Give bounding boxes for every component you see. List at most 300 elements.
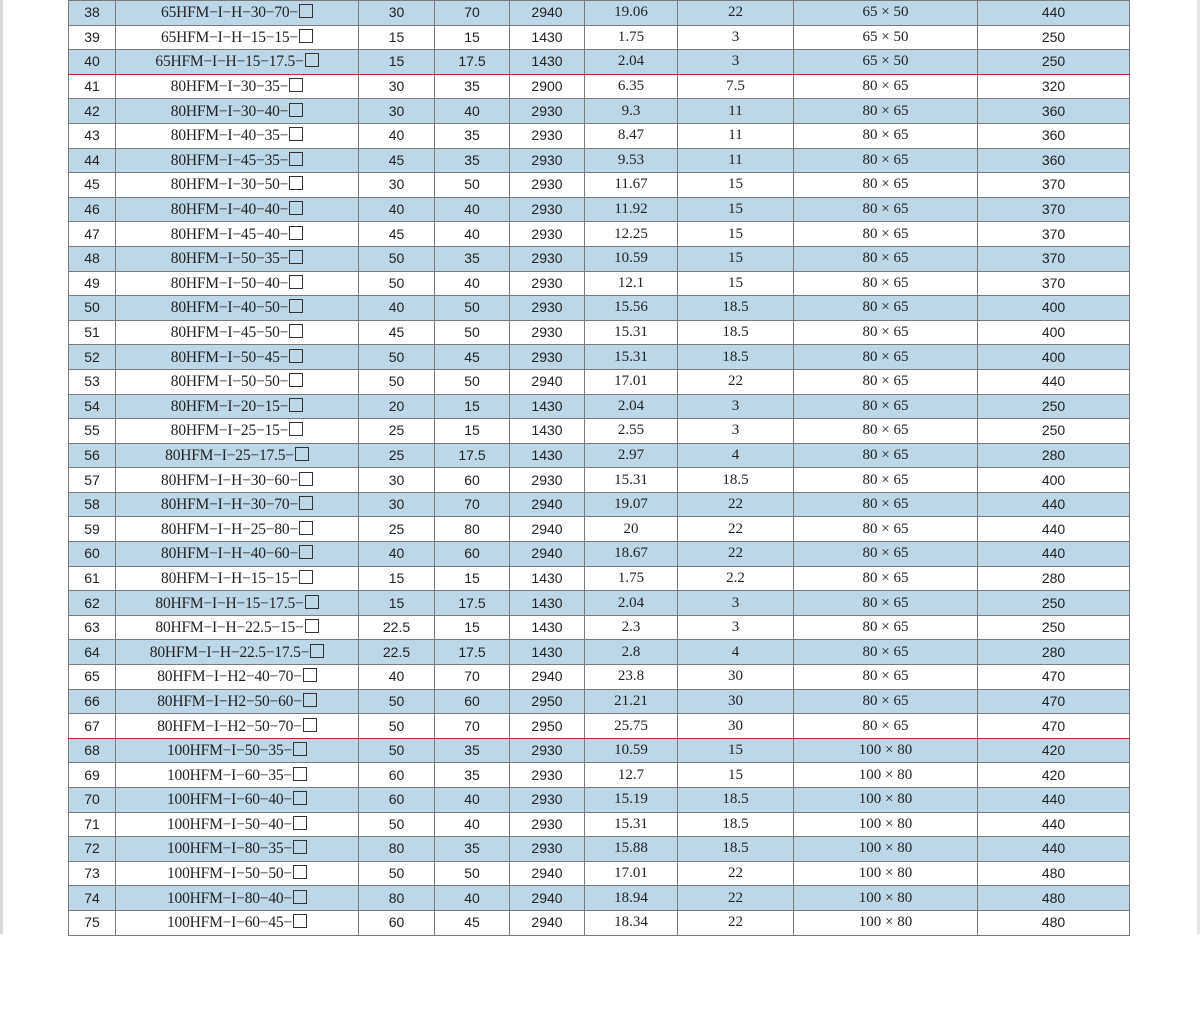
cell-head: 70 — [435, 665, 510, 690]
blank-box-icon — [289, 250, 303, 264]
cell-caliber: 80 × 65 — [794, 689, 978, 714]
cell-flow: 60 — [359, 788, 435, 813]
cell-flow: 25 — [359, 419, 435, 444]
table-row — [69, 320, 1130, 345]
model-code: 100HFM−I−60−35− — [167, 766, 292, 784]
cell-motor-power: 3 — [678, 591, 794, 616]
table-row — [69, 665, 1130, 690]
cell-flow: 30 — [359, 1, 435, 26]
cell-motor-power: 2.2 — [678, 566, 794, 591]
cell-motor-power: 15 — [678, 763, 794, 788]
cell-head: 60 — [435, 542, 510, 567]
cell-model — [116, 148, 359, 173]
cell-head: 15 — [435, 394, 510, 419]
cell-caliber: 80 × 65 — [794, 591, 978, 616]
model-code: 80HFM−I−30−40− — [170, 102, 289, 120]
cell-shaft-power: 15.31 — [585, 320, 678, 345]
cell-motor-power: 15 — [678, 246, 794, 271]
cell-head: 40 — [435, 271, 510, 296]
cell-caliber: 65 × 50 — [794, 50, 978, 75]
cell-weight: 440 — [978, 542, 1130, 567]
cell-weight: 250 — [978, 615, 1130, 640]
cell-model — [116, 910, 359, 935]
table-row — [69, 615, 1130, 640]
cell-shaft-power: 9.3 — [585, 99, 678, 124]
model-code: 80HFM−I−40−40− — [170, 201, 289, 219]
cell-no: 45 — [69, 173, 116, 198]
cell-caliber: 80 × 65 — [794, 492, 978, 517]
blank-box-icon — [289, 103, 303, 117]
model-code: 80HFM−I−25−15− — [170, 422, 289, 440]
cell-model — [116, 173, 359, 198]
cell-flow: 30 — [359, 99, 435, 124]
cell-speed: 2940 — [510, 492, 585, 517]
cell-no: 38 — [69, 1, 116, 26]
cell-head: 15 — [435, 419, 510, 444]
cell-weight: 250 — [978, 394, 1130, 419]
model-code: 80HFM−I−40−50− — [170, 299, 289, 317]
blank-box-icon — [289, 176, 303, 190]
cell-model — [116, 1, 359, 26]
cell-speed: 2930 — [510, 837, 585, 862]
cell-motor-power: 3 — [678, 419, 794, 444]
table-row — [69, 910, 1130, 935]
table-row — [69, 25, 1130, 50]
cell-no: 49 — [69, 271, 116, 296]
cell-flow: 20 — [359, 394, 435, 419]
blank-box-icon — [289, 201, 303, 215]
cell-speed: 1430 — [510, 50, 585, 75]
cell-shaft-power: 25.75 — [585, 714, 678, 739]
blank-box-icon — [305, 619, 319, 633]
cell-head: 15 — [435, 615, 510, 640]
model-code: 65HFM−I−H−30−70− — [161, 4, 298, 22]
model-code: 100HFM−I−50−40− — [167, 815, 292, 833]
cell-flow: 60 — [359, 763, 435, 788]
cell-shaft-power: 6.35 — [585, 74, 678, 99]
blank-box-icon — [305, 53, 319, 67]
page-left-edge — [0, 0, 3, 934]
cell-motor-power: 18.5 — [678, 320, 794, 345]
cell-shaft-power: 11.92 — [585, 197, 678, 222]
cell-flow: 40 — [359, 296, 435, 321]
cell-shaft-power: 12.7 — [585, 763, 678, 788]
cell-weight: 280 — [978, 566, 1130, 591]
model-code: 80HFM−I−20−15− — [170, 397, 289, 415]
blank-box-icon — [289, 422, 303, 436]
cell-flow: 30 — [359, 468, 435, 493]
table-row — [69, 148, 1130, 173]
cell-caliber: 80 × 65 — [794, 148, 978, 173]
cell-shaft-power: 19.07 — [585, 492, 678, 517]
cell-model — [116, 369, 359, 394]
cell-no: 70 — [69, 788, 116, 813]
cell-shaft-power: 15.31 — [585, 812, 678, 837]
blank-box-icon — [299, 29, 313, 43]
cell-head: 50 — [435, 173, 510, 198]
blank-box-icon — [289, 78, 303, 92]
table-row — [69, 738, 1130, 763]
model-code: 100HFM−I−60−45− — [167, 914, 292, 932]
cell-flow: 15 — [359, 566, 435, 591]
table-row — [69, 222, 1130, 247]
cell-speed: 2930 — [510, 123, 585, 148]
model-code: 80HFM−I−50−40− — [170, 274, 289, 292]
cell-head: 15 — [435, 566, 510, 591]
cell-motor-power: 7.5 — [678, 74, 794, 99]
cell-no: 55 — [69, 419, 116, 444]
cell-motor-power: 18.5 — [678, 468, 794, 493]
cell-flow: 50 — [359, 689, 435, 714]
cell-shaft-power: 2.97 — [585, 443, 678, 468]
model-code: 65HFM−I−H−15−15− — [161, 28, 298, 46]
cell-weight: 440 — [978, 837, 1130, 862]
cell-no: 68 — [69, 738, 116, 763]
cell-model — [116, 738, 359, 763]
cell-flow: 22.5 — [359, 615, 435, 640]
table-row — [69, 173, 1130, 198]
cell-head: 70 — [435, 1, 510, 26]
cell-shaft-power: 1.75 — [585, 566, 678, 591]
blank-box-icon — [303, 718, 317, 732]
cell-weight: 440 — [978, 788, 1130, 813]
cell-model — [116, 492, 359, 517]
cell-no: 43 — [69, 123, 116, 148]
cell-motor-power: 4 — [678, 640, 794, 665]
cell-flow: 45 — [359, 148, 435, 173]
cell-motor-power: 22 — [678, 492, 794, 517]
cell-shaft-power: 9.53 — [585, 148, 678, 173]
cell-motor-power: 15 — [678, 197, 794, 222]
cell-model — [116, 714, 359, 739]
cell-speed: 1430 — [510, 566, 585, 591]
model-code: 100HFM−I−50−50− — [167, 865, 292, 883]
cell-caliber: 100 × 80 — [794, 910, 978, 935]
cell-model — [116, 197, 359, 222]
blank-box-icon — [299, 521, 313, 535]
table-row — [69, 788, 1130, 813]
cell-shaft-power: 2.04 — [585, 394, 678, 419]
cell-flow: 30 — [359, 173, 435, 198]
model-code: 80HFM−I−H−25−80− — [161, 520, 298, 538]
cell-model — [116, 222, 359, 247]
cell-weight: 480 — [978, 886, 1130, 911]
cell-no: 67 — [69, 714, 116, 739]
table-row — [69, 419, 1130, 444]
cell-caliber: 100 × 80 — [794, 788, 978, 813]
table-row — [69, 74, 1130, 99]
cell-shaft-power: 18.67 — [585, 542, 678, 567]
table-row — [69, 886, 1130, 911]
cell-motor-power: 15 — [678, 738, 794, 763]
cell-no: 44 — [69, 148, 116, 173]
cell-motor-power: 30 — [678, 665, 794, 690]
cell-motor-power: 4 — [678, 443, 794, 468]
cell-shaft-power: 18.34 — [585, 910, 678, 935]
cell-speed: 2930 — [510, 296, 585, 321]
cell-flow: 40 — [359, 197, 435, 222]
model-code: 80HFM−I−H2−50−60− — [157, 692, 302, 710]
cell-weight: 280 — [978, 443, 1130, 468]
cell-motor-power: 11 — [678, 123, 794, 148]
cell-head: 50 — [435, 369, 510, 394]
cell-model — [116, 566, 359, 591]
cell-model — [116, 25, 359, 50]
model-code: 80HFM−I−H−22.5−15− — [155, 619, 304, 637]
table-row — [69, 763, 1130, 788]
cell-head: 40 — [435, 197, 510, 222]
cell-caliber: 80 × 65 — [794, 714, 978, 739]
cell-caliber: 80 × 65 — [794, 640, 978, 665]
cell-motor-power: 11 — [678, 99, 794, 124]
cell-no: 52 — [69, 345, 116, 370]
cell-model — [116, 788, 359, 813]
cell-motor-power: 22 — [678, 369, 794, 394]
blank-box-icon — [299, 4, 313, 18]
cell-caliber: 80 × 65 — [794, 566, 978, 591]
cell-head: 80 — [435, 517, 510, 542]
cell-no: 41 — [69, 74, 116, 99]
cell-no: 60 — [69, 542, 116, 567]
cell-speed: 2930 — [510, 738, 585, 763]
cell-model — [116, 542, 359, 567]
cell-shaft-power: 12.1 — [585, 271, 678, 296]
cell-speed: 1430 — [510, 394, 585, 419]
cell-flow: 30 — [359, 74, 435, 99]
cell-head: 40 — [435, 886, 510, 911]
cell-no: 61 — [69, 566, 116, 591]
blank-box-icon — [293, 767, 307, 781]
cell-flow: 22.5 — [359, 640, 435, 665]
cell-shaft-power: 17.01 — [585, 369, 678, 394]
blank-box-icon — [289, 226, 303, 240]
blank-box-icon — [293, 890, 307, 904]
cell-caliber: 80 × 65 — [794, 665, 978, 690]
cell-weight: 360 — [978, 99, 1130, 124]
table-row — [69, 50, 1130, 75]
cell-flow: 50 — [359, 345, 435, 370]
blank-box-icon — [293, 742, 307, 756]
cell-head: 70 — [435, 714, 510, 739]
cell-motor-power: 18.5 — [678, 345, 794, 370]
blank-box-icon — [289, 127, 303, 141]
table-row — [69, 492, 1130, 517]
cell-flow: 50 — [359, 714, 435, 739]
blank-box-icon — [305, 595, 319, 609]
cell-speed: 2940 — [510, 542, 585, 567]
model-code: 80HFM−I−40−35− — [170, 127, 289, 145]
cell-head: 35 — [435, 763, 510, 788]
cell-flow: 40 — [359, 665, 435, 690]
model-code: 80HFM−I−50−45− — [170, 348, 289, 366]
cell-weight: 250 — [978, 25, 1130, 50]
blank-box-icon — [303, 693, 317, 707]
cell-weight: 480 — [978, 861, 1130, 886]
model-code: 80HFM−I−H−15−15− — [161, 569, 298, 587]
table-row — [69, 394, 1130, 419]
cell-weight: 420 — [978, 763, 1130, 788]
cell-speed: 2950 — [510, 714, 585, 739]
cell-weight: 370 — [978, 246, 1130, 271]
cell-weight: 470 — [978, 714, 1130, 739]
cell-motor-power: 18.5 — [678, 788, 794, 813]
cell-model — [116, 443, 359, 468]
cell-no: 72 — [69, 837, 116, 862]
table-row — [69, 246, 1130, 271]
cell-motor-power: 3 — [678, 394, 794, 419]
blank-box-icon — [293, 840, 307, 854]
table-row — [69, 640, 1130, 665]
cell-shaft-power: 2.04 — [585, 591, 678, 616]
cell-weight: 370 — [978, 222, 1130, 247]
model-code: 80HFM−I−45−40− — [170, 225, 289, 243]
cell-caliber: 80 × 65 — [794, 173, 978, 198]
cell-flow: 15 — [359, 50, 435, 75]
cell-speed: 2930 — [510, 788, 585, 813]
cell-weight: 400 — [978, 345, 1130, 370]
cell-motor-power: 18.5 — [678, 296, 794, 321]
cell-speed: 1430 — [510, 419, 585, 444]
cell-head: 17.5 — [435, 591, 510, 616]
cell-caliber: 100 × 80 — [794, 812, 978, 837]
cell-caliber: 80 × 65 — [794, 542, 978, 567]
cell-head: 35 — [435, 123, 510, 148]
table-row — [69, 591, 1130, 616]
cell-head: 50 — [435, 296, 510, 321]
model-code: 80HFM−I−H−22.5−17.5− — [149, 643, 310, 661]
cell-weight: 280 — [978, 640, 1130, 665]
cell-motor-power: 30 — [678, 714, 794, 739]
cell-motor-power: 22 — [678, 861, 794, 886]
cell-speed: 2930 — [510, 99, 585, 124]
blank-box-icon — [293, 816, 307, 830]
cell-speed: 2940 — [510, 369, 585, 394]
table-row — [69, 197, 1130, 222]
cell-shaft-power: 15.31 — [585, 345, 678, 370]
model-code: 100HFM−I−60−40− — [167, 791, 292, 809]
model-code: 80HFM−I−45−50− — [170, 324, 289, 342]
cell-flow: 50 — [359, 861, 435, 886]
blank-box-icon — [299, 496, 313, 510]
cell-model — [116, 689, 359, 714]
cell-no: 71 — [69, 812, 116, 837]
cell-speed: 2940 — [510, 1, 585, 26]
cell-model — [116, 50, 359, 75]
cell-model — [116, 665, 359, 690]
cell-model — [116, 517, 359, 542]
cell-head: 35 — [435, 148, 510, 173]
model-code: 80HFM−I−30−35− — [170, 78, 289, 96]
cell-speed: 2940 — [510, 861, 585, 886]
cell-shaft-power: 15.19 — [585, 788, 678, 813]
blank-box-icon — [293, 865, 307, 879]
model-code: 100HFM−I−50−35− — [167, 742, 292, 760]
cell-motor-power: 22 — [678, 1, 794, 26]
table-row — [69, 443, 1130, 468]
blank-box-icon — [289, 299, 303, 313]
cell-flow: 40 — [359, 123, 435, 148]
cell-speed: 2940 — [510, 517, 585, 542]
cell-speed: 1430 — [510, 25, 585, 50]
cell-head: 45 — [435, 910, 510, 935]
table-row — [69, 566, 1130, 591]
cell-speed: 2900 — [510, 74, 585, 99]
cell-motor-power: 22 — [678, 517, 794, 542]
cell-head: 15 — [435, 25, 510, 50]
table-row — [69, 123, 1130, 148]
cell-model — [116, 394, 359, 419]
cell-weight: 250 — [978, 50, 1130, 75]
cell-speed: 2930 — [510, 271, 585, 296]
table-row — [69, 345, 1130, 370]
cell-caliber: 80 × 65 — [794, 394, 978, 419]
model-code: 80HFM−I−H−30−70− — [161, 496, 298, 514]
cell-shaft-power: 15.88 — [585, 837, 678, 862]
cell-caliber: 80 × 65 — [794, 123, 978, 148]
cell-shaft-power: 17.01 — [585, 861, 678, 886]
table-row — [69, 296, 1130, 321]
cell-flow: 15 — [359, 25, 435, 50]
model-code: 80HFM−I−H−40−60− — [161, 545, 298, 563]
cell-shaft-power: 10.59 — [585, 246, 678, 271]
cell-motor-power: 22 — [678, 542, 794, 567]
cell-head: 60 — [435, 689, 510, 714]
cell-no: 56 — [69, 443, 116, 468]
table-row — [69, 468, 1130, 493]
cell-flow: 50 — [359, 738, 435, 763]
cell-head: 40 — [435, 99, 510, 124]
cell-speed: 2930 — [510, 812, 585, 837]
cell-weight: 440 — [978, 1, 1130, 26]
cell-no: 59 — [69, 517, 116, 542]
cell-no: 63 — [69, 615, 116, 640]
cell-motor-power: 30 — [678, 689, 794, 714]
cell-caliber: 80 × 65 — [794, 517, 978, 542]
blank-box-icon — [299, 472, 313, 486]
cell-head: 35 — [435, 74, 510, 99]
cell-motor-power: 15 — [678, 222, 794, 247]
cell-no: 69 — [69, 763, 116, 788]
cell-shaft-power: 23.8 — [585, 665, 678, 690]
cell-caliber: 80 × 65 — [794, 468, 978, 493]
cell-flow: 25 — [359, 443, 435, 468]
cell-flow: 50 — [359, 812, 435, 837]
cell-shaft-power: 1.75 — [585, 25, 678, 50]
model-code: 80HFM−I−30−50− — [170, 176, 289, 194]
blank-box-icon — [295, 447, 309, 461]
cell-head: 70 — [435, 492, 510, 517]
cell-model — [116, 320, 359, 345]
cell-speed: 2940 — [510, 886, 585, 911]
table-row — [69, 542, 1130, 567]
cell-speed: 1430 — [510, 640, 585, 665]
model-code: 80HFM−I−45−35− — [170, 151, 289, 169]
blank-box-icon — [289, 373, 303, 387]
cell-weight: 420 — [978, 738, 1130, 763]
cell-model — [116, 591, 359, 616]
cell-shaft-power: 2.8 — [585, 640, 678, 665]
cell-caliber: 100 × 80 — [794, 738, 978, 763]
cell-caliber: 100 × 80 — [794, 763, 978, 788]
cell-no: 65 — [69, 665, 116, 690]
cell-flow: 45 — [359, 222, 435, 247]
blank-box-icon — [289, 398, 303, 412]
cell-speed: 2930 — [510, 320, 585, 345]
table-row — [69, 812, 1130, 837]
cell-motor-power: 3 — [678, 615, 794, 640]
cell-caliber: 80 × 65 — [794, 443, 978, 468]
cell-speed: 2930 — [510, 173, 585, 198]
